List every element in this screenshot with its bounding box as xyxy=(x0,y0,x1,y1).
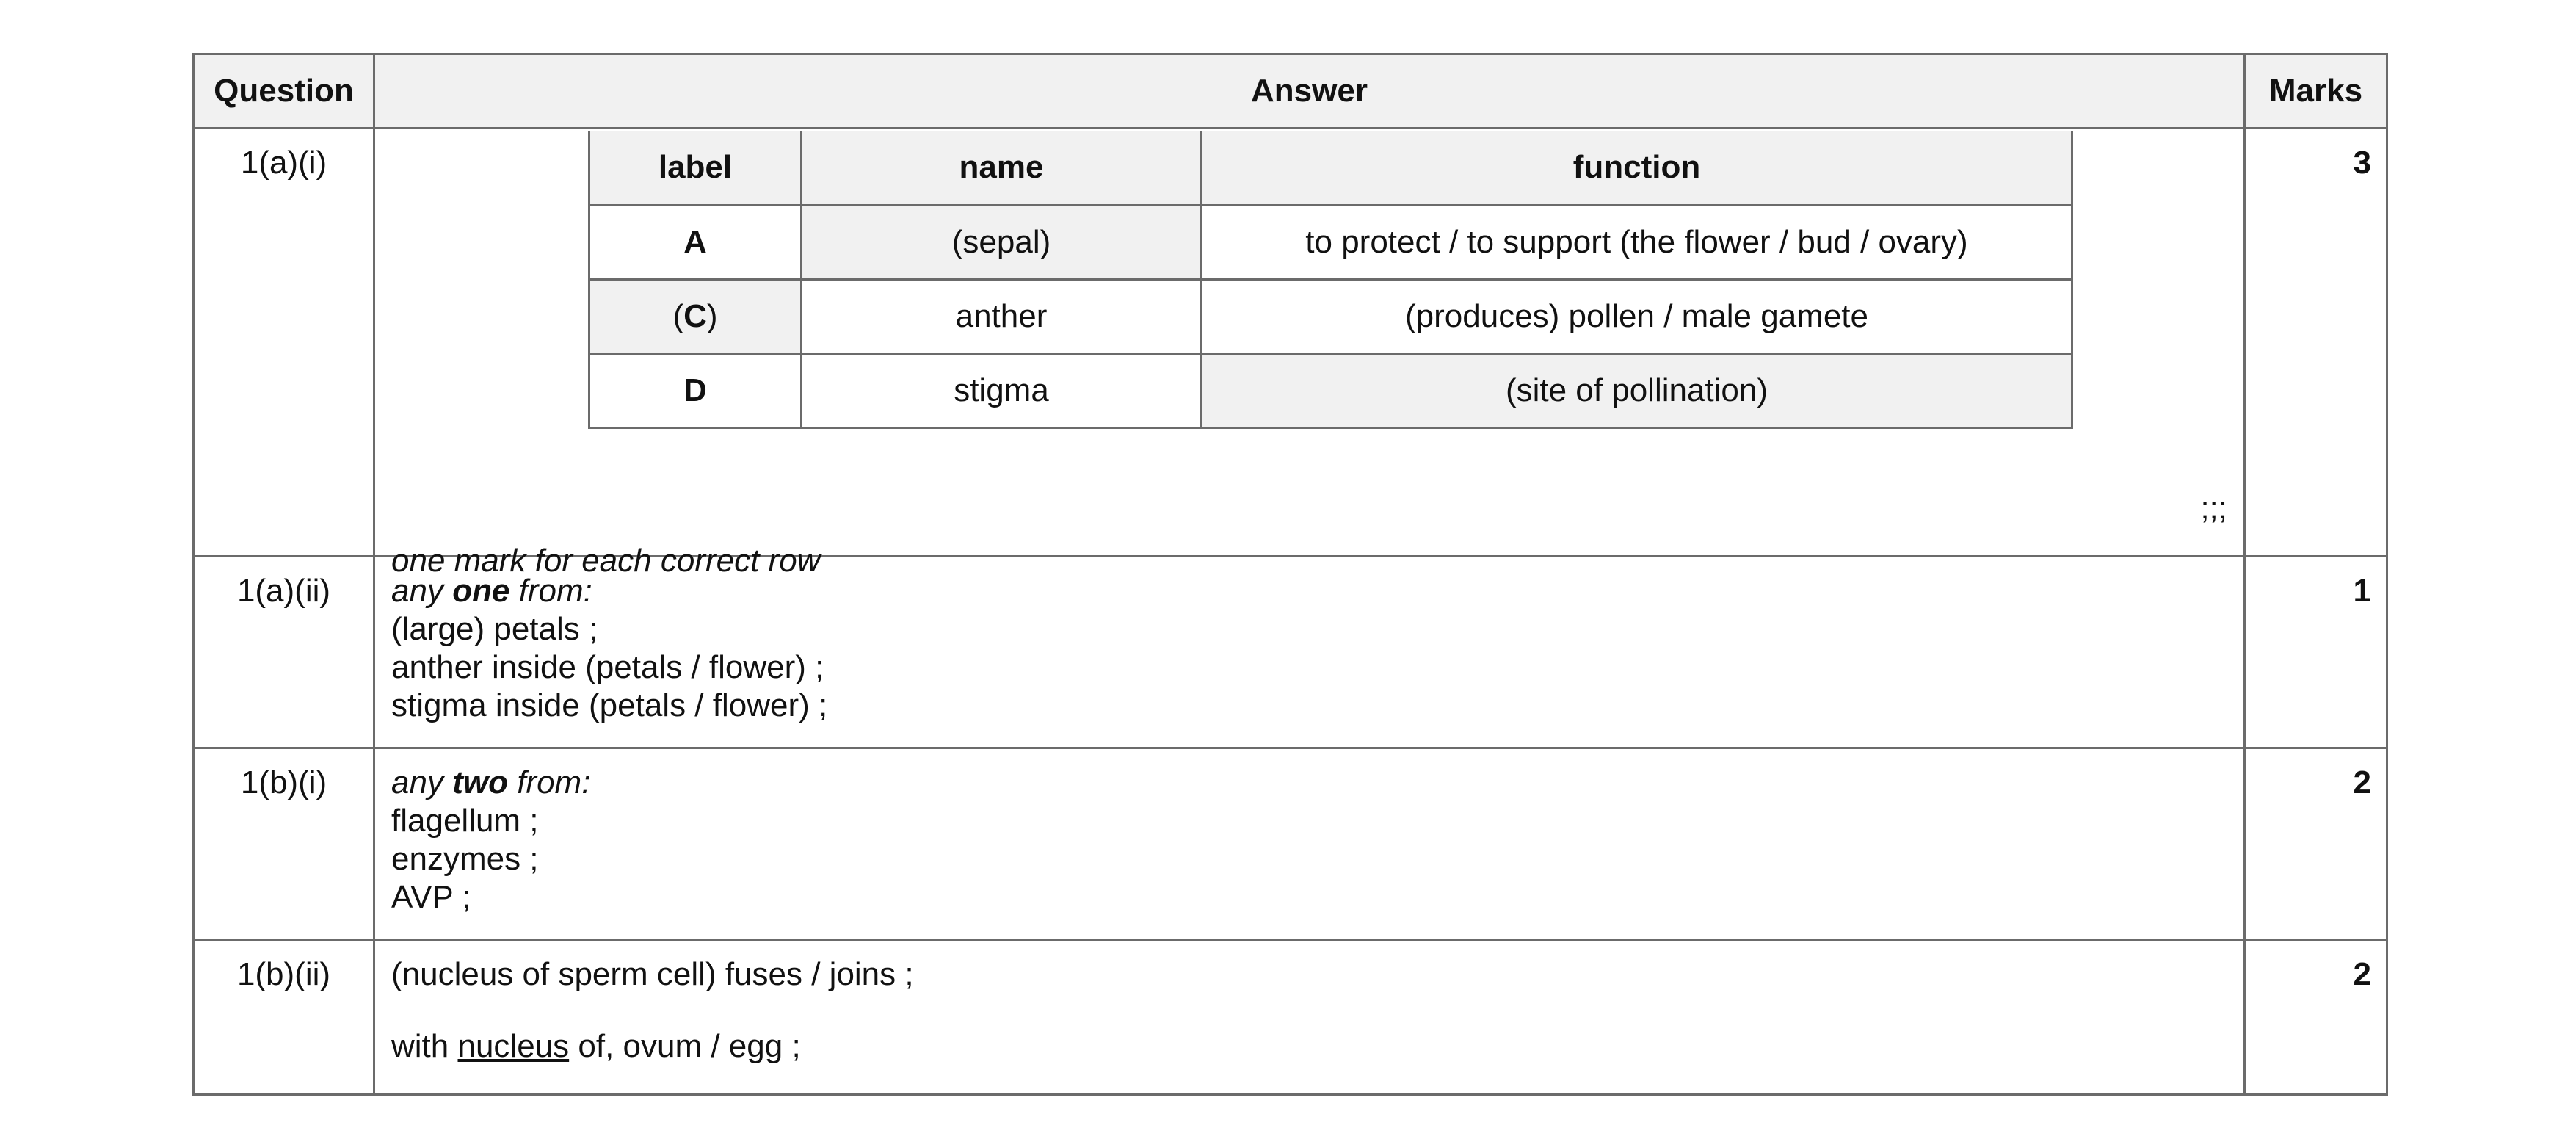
answer-cell xyxy=(374,557,2245,748)
answer-line: with nucleus of, ovum / egg ; xyxy=(391,1028,801,1064)
function-cell: (site of pollination) xyxy=(1202,354,2072,428)
flower-parts-table xyxy=(588,131,2073,429)
label-letter: C xyxy=(683,298,707,334)
answer-line: flagellum ; xyxy=(391,803,539,839)
question-number: 1(b)(ii) xyxy=(194,940,374,1095)
function-cell: to protect / to support (the flower / bud / ovary) xyxy=(1202,206,2072,280)
underlined-keyword: nucleus xyxy=(457,1028,570,1064)
answer-intro: any two from: xyxy=(391,764,591,800)
answer-header: Answer xyxy=(374,54,2245,129)
answer-cell xyxy=(374,748,2245,940)
header-row xyxy=(194,54,2387,129)
answer-cell xyxy=(374,129,2245,579)
answer-cell xyxy=(374,940,2245,1095)
table-row xyxy=(194,940,2387,1095)
answer-line: anther inside (petals / flower) ; xyxy=(391,649,824,685)
table-row xyxy=(194,129,2387,557)
marking-note: one mark for each correct row xyxy=(391,543,821,579)
label-cell: D xyxy=(589,354,802,428)
sub-header-row xyxy=(589,131,2072,206)
mark-semicolons: ;;; xyxy=(2200,490,2227,526)
table-row xyxy=(194,557,2387,748)
marks-value: 1 xyxy=(2245,557,2387,748)
sub-table-row xyxy=(589,280,2072,354)
table-row xyxy=(194,748,2387,940)
sub-table-row xyxy=(589,206,2072,280)
answer-line: (large) petals ; xyxy=(391,611,598,647)
answer-line: AVP ; xyxy=(391,879,471,915)
name-cell: stigma xyxy=(802,354,1202,428)
name-header: name xyxy=(802,131,1202,206)
name-cell: (sepal) xyxy=(802,206,1202,280)
marks-header: Marks xyxy=(2245,54,2387,129)
question-number: 1(b)(i) xyxy=(194,748,374,940)
question-number: 1(a)(i) xyxy=(194,129,374,557)
label-open-paren: ( xyxy=(672,298,684,334)
function-cell: (produces) pollen / male gamete xyxy=(1202,280,2072,354)
question-header: Question xyxy=(194,54,374,129)
label-header: label xyxy=(589,131,802,206)
sub-table-row xyxy=(589,354,2072,428)
label-cell xyxy=(589,280,802,354)
marks-value: 2 xyxy=(2245,940,2387,1095)
answer-line: stigma inside (petals / flower) ; xyxy=(391,687,828,723)
label-close-paren: ) xyxy=(706,298,718,334)
answer-intro: any one from: xyxy=(391,573,592,609)
question-number: 1(a)(ii) xyxy=(194,557,374,748)
marks-value: 2 xyxy=(2245,748,2387,940)
name-cell: anther xyxy=(802,280,1202,354)
answer-line: enzymes ; xyxy=(391,841,539,877)
marks-value: 3 xyxy=(2245,129,2387,557)
mark-scheme-table xyxy=(192,53,2388,1096)
label-cell: A xyxy=(589,206,802,280)
function-header: function xyxy=(1202,131,2072,206)
answer-line: (nucleus of sperm cell) fuses / joins ; xyxy=(391,956,914,992)
